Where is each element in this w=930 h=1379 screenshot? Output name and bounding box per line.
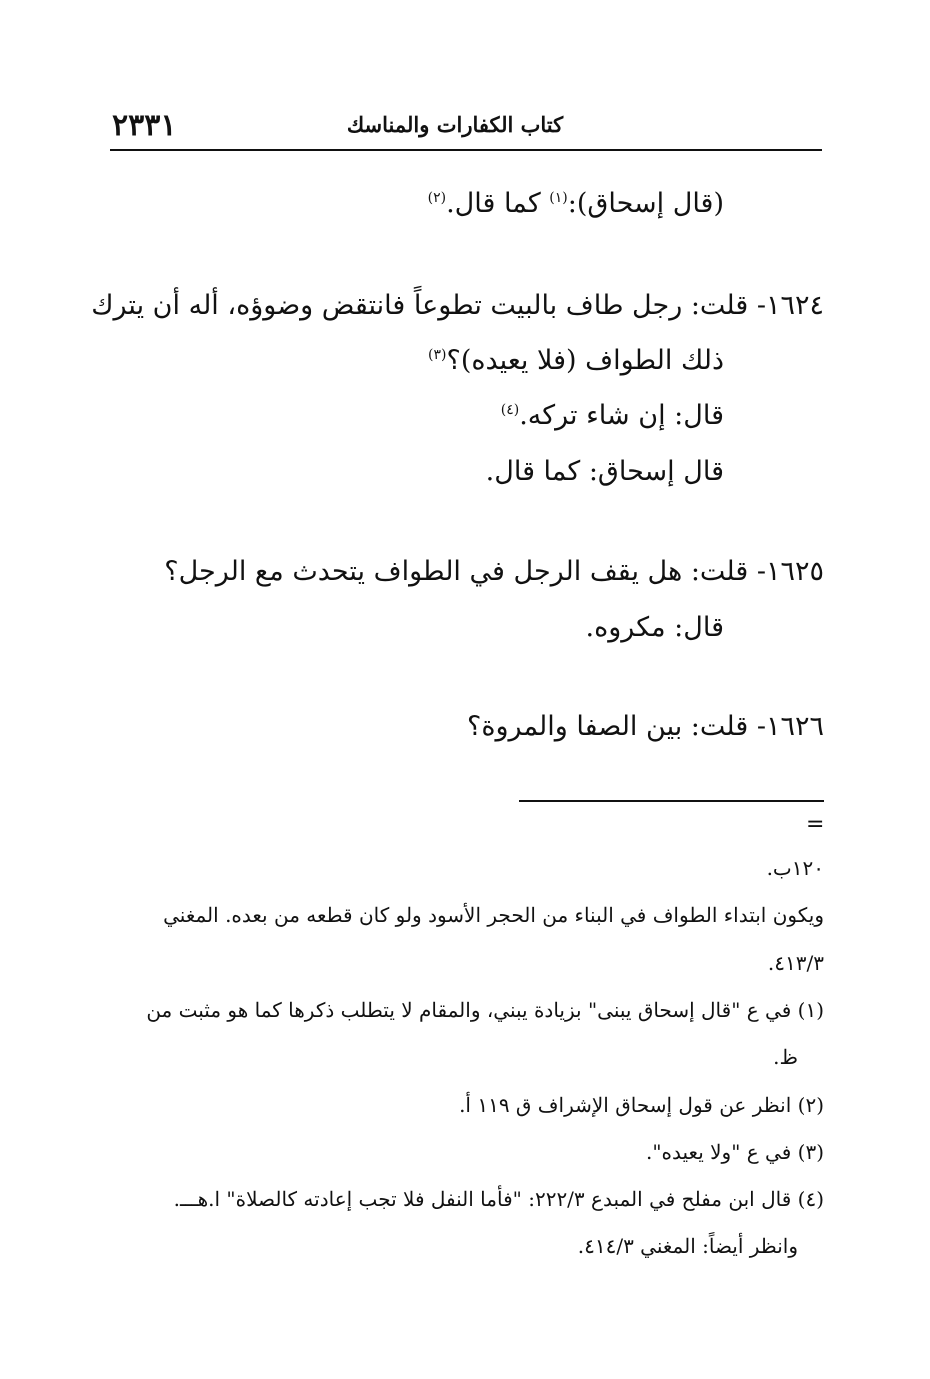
header-divider	[110, 149, 822, 151]
footnote-2: (٢) انظر عن قول إسحاق الإشراف ق ١١٩ أ.	[459, 1093, 824, 1117]
footnote-4-line-2: وانظر أيضاً: المغني ٤١٤/٣.	[577, 1234, 798, 1258]
question-1624-line-2	[428, 345, 724, 376]
question-1624-line-2-text: ذلك الطواف (فلا يعيده)؟	[446, 345, 724, 376]
page-number: ٢٣٣١	[112, 108, 177, 143]
ishaq-statement-rest: كما قال.	[446, 188, 550, 219]
answer-1624	[501, 400, 724, 431]
question-1624-line-1: ١٦٢٤- قلت: رجل طاف بالبيت تطوعاً فانتقض وضوؤه، أله أن يترك	[91, 290, 824, 321]
footnote-ref-4: (٤)	[500, 402, 520, 418]
footnote-divider	[519, 800, 824, 802]
footnote-4-line-1: (٤) قال ابن مفلح في المبدع ٢٢٢/٣: "فأما النفل فلا تجب إعادته كالصلاة" ا.هـــ.	[173, 1187, 824, 1211]
footnote-continuation-1: ١٢٠ب.	[766, 856, 824, 880]
footnote-continuation-2: ويكون ابتداء الطواف في البناء من الحجر الأسود ولو كان قطعه من بعده. المغني	[163, 903, 824, 927]
footnote-1-line-2: ظ.	[773, 1045, 798, 1069]
continuation-mark: =	[806, 812, 825, 837]
ishaq-statement	[428, 188, 724, 219]
footnote-ref-1: (١)	[549, 190, 568, 206]
question-1626: ١٦٢٦- قلت: بين الصفا والمروة؟	[467, 711, 824, 742]
question-1625: ١٦٢٥- قلت: هل يقف الرجل في الطواف يتحدث مع الرجل؟	[164, 556, 824, 587]
footnote-ref-2: (٢)	[427, 190, 447, 206]
footnote-ref-3: (٣)	[428, 347, 447, 363]
running-title: كتاب الكفارات والمناسك	[346, 112, 564, 137]
ishaq-1624: قال إسحاق: كما قال.	[485, 456, 724, 487]
footnote-3: (٣) في ع "ولا يعيده".	[645, 1140, 824, 1164]
answer-1625: قال: مكروه.	[585, 612, 724, 643]
footnote-continuation-3: ٤١٣/٣.	[767, 951, 824, 975]
footnote-1-line-1: (١) في ع "قال إسحاق يبنى" بزيادة يبني، والمقام لا يتطلب ذكرها كما هو مثبت من	[146, 998, 824, 1022]
answer-1624-text: قال: إن شاء تركه.	[519, 400, 724, 431]
ishaq-statement-main: (قال إسحاق):	[567, 188, 724, 219]
